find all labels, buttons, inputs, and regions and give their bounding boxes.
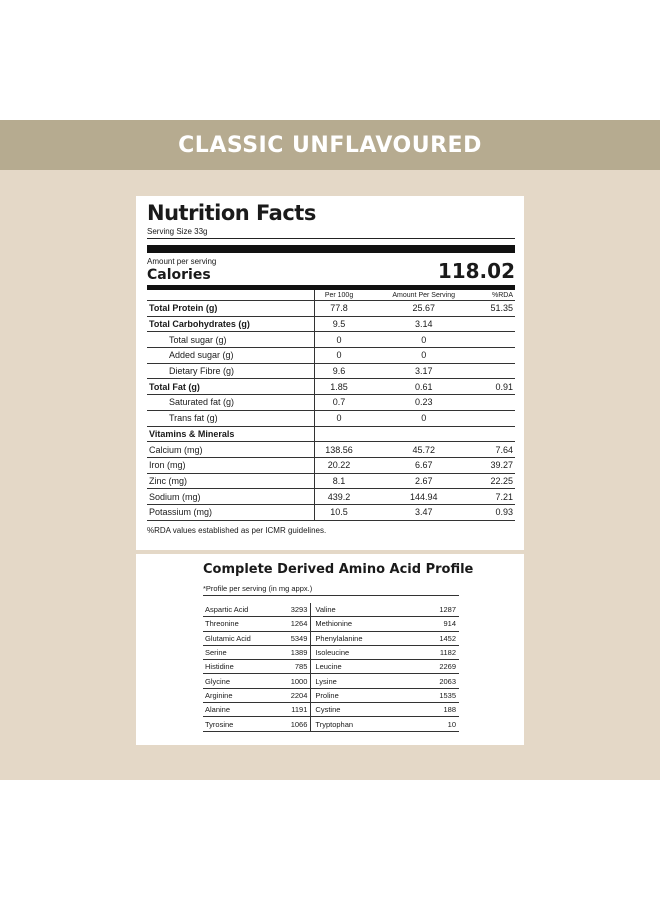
table-row bbox=[147, 473, 515, 489]
amino-value: 1287 bbox=[406, 603, 459, 617]
serving-value: 3.14 bbox=[363, 316, 484, 332]
per-100g-value: 9.5 bbox=[314, 316, 363, 332]
amino-value: 188 bbox=[406, 703, 459, 717]
amino-title: Complete Derived Amino Acid Profile bbox=[203, 562, 474, 577]
amino-value: 2204 bbox=[267, 688, 311, 702]
amino-value: 785 bbox=[267, 660, 311, 674]
nutrient-name: Calcium (mg) bbox=[147, 442, 314, 458]
table-row bbox=[203, 603, 459, 617]
amino-name: Cystine bbox=[311, 703, 406, 717]
amino-table bbox=[203, 603, 459, 732]
banner-title: CLASSIC UNFLAVOURED bbox=[178, 132, 482, 158]
amino-name: Leucine bbox=[311, 660, 406, 674]
nutrient-name: Total Protein (g) bbox=[147, 301, 314, 317]
section-heading-vitamins-minerals: Vitamins & Minerals bbox=[147, 426, 314, 442]
table-row bbox=[147, 332, 515, 348]
table-row bbox=[203, 631, 459, 645]
amino-name: Glycine bbox=[203, 674, 267, 688]
nutrition-title: Nutrition Facts bbox=[147, 201, 316, 225]
serving-value: 0.61 bbox=[363, 379, 484, 395]
table-row bbox=[147, 489, 515, 505]
header-per-100g: Per 100g bbox=[314, 290, 363, 301]
amino-name: Arginine bbox=[203, 688, 267, 702]
rda-value: 0.93 bbox=[484, 504, 515, 520]
amino-name: Serine bbox=[203, 645, 267, 659]
amino-value: 1066 bbox=[267, 717, 311, 731]
amino-name: Tyrosine bbox=[203, 717, 267, 731]
serving-value: 0 bbox=[363, 332, 484, 348]
per-100g-value: 8.1 bbox=[314, 473, 363, 489]
amino-value: 1264 bbox=[267, 617, 311, 631]
rda-value bbox=[484, 332, 515, 348]
per-100g-value bbox=[314, 426, 363, 442]
per-100g-value: 138.56 bbox=[314, 442, 363, 458]
nutrient-name: Total sugar (g) bbox=[147, 332, 314, 348]
rda-value: 22.25 bbox=[484, 473, 515, 489]
amino-acid-card bbox=[136, 554, 524, 745]
table-row bbox=[203, 688, 459, 702]
amino-value: 1535 bbox=[406, 688, 459, 702]
nutrition-header-row bbox=[147, 290, 515, 301]
table-row bbox=[203, 617, 459, 631]
nutrient-name: Iron (mg) bbox=[147, 457, 314, 473]
rda-value: 7.21 bbox=[484, 489, 515, 505]
per-100g-value: 9.6 bbox=[314, 363, 363, 379]
table-row bbox=[147, 426, 515, 442]
table-row bbox=[203, 645, 459, 659]
nutrient-name: Total Carbohydrates (g) bbox=[147, 316, 314, 332]
amino-name: Threonine bbox=[203, 617, 267, 631]
serving-value: 0.23 bbox=[363, 395, 484, 411]
table-row bbox=[203, 660, 459, 674]
amino-value: 2269 bbox=[406, 660, 459, 674]
amino-value: 914 bbox=[406, 617, 459, 631]
amino-value: 1000 bbox=[267, 674, 311, 688]
nutrient-name: Trans fat (g) bbox=[147, 410, 314, 426]
amino-value: 1191 bbox=[267, 703, 311, 717]
thick-divider bbox=[147, 245, 515, 253]
header-amount-per-serving: Amount Per Serving bbox=[363, 290, 484, 301]
serving-value: 2.67 bbox=[363, 473, 484, 489]
table-row bbox=[147, 504, 515, 520]
calories-row bbox=[147, 253, 515, 283]
amount-per-serving-label: Amount per serving bbox=[147, 257, 217, 266]
nutrition-facts-card bbox=[136, 196, 524, 550]
amino-value: 3293 bbox=[267, 603, 311, 617]
table-row bbox=[147, 410, 515, 426]
per-100g-value: 1.85 bbox=[314, 379, 363, 395]
nutrient-name: Potassium (mg) bbox=[147, 504, 314, 520]
nutrition-table bbox=[147, 290, 515, 521]
rda-value bbox=[484, 316, 515, 332]
amino-name: Proline bbox=[311, 688, 406, 702]
serving-value bbox=[363, 426, 484, 442]
amino-name: Valine bbox=[311, 603, 406, 617]
table-row bbox=[147, 442, 515, 458]
rda-value bbox=[484, 410, 515, 426]
table-row bbox=[147, 379, 515, 395]
amino-subtitle: *Profile per serving (in mg appx.) bbox=[203, 584, 459, 596]
amino-value: 1182 bbox=[406, 645, 459, 659]
nutrient-name: Sodium (mg) bbox=[147, 489, 314, 505]
per-100g-value: 0.7 bbox=[314, 395, 363, 411]
serving-value: 45.72 bbox=[363, 442, 484, 458]
calories-label: Calories bbox=[147, 267, 211, 283]
amino-value: 1389 bbox=[267, 645, 311, 659]
serving-value: 25.67 bbox=[363, 301, 484, 317]
amino-name: Lysine bbox=[311, 674, 406, 688]
per-100g-value: 10.5 bbox=[314, 504, 363, 520]
rda-value: 39.27 bbox=[484, 457, 515, 473]
per-100g-value: 0 bbox=[314, 348, 363, 364]
per-100g-value: 439.2 bbox=[314, 489, 363, 505]
header-rda: %RDA bbox=[484, 290, 515, 301]
nutrient-name: Total Fat (g) bbox=[147, 379, 314, 395]
per-100g-value: 77.8 bbox=[314, 301, 363, 317]
serving-value: 0 bbox=[363, 410, 484, 426]
per-100g-value: 0 bbox=[314, 332, 363, 348]
serving-value: 3.17 bbox=[363, 363, 484, 379]
amino-name: Phenylalanine bbox=[311, 631, 406, 645]
banner bbox=[0, 120, 660, 170]
rda-footnote: %RDA values established as per ICMR guidelines. bbox=[147, 525, 327, 535]
nutrient-name: Saturated fat (g) bbox=[147, 395, 314, 411]
rda-value: 0.91 bbox=[484, 379, 515, 395]
table-row bbox=[147, 395, 515, 411]
amino-name: Glutamic Acid bbox=[203, 631, 267, 645]
rda-value bbox=[484, 363, 515, 379]
per-100g-value: 0 bbox=[314, 410, 363, 426]
amino-value: 5349 bbox=[267, 631, 311, 645]
serving-value: 0 bbox=[363, 348, 484, 364]
serving-size: Serving Size 33g bbox=[147, 227, 515, 239]
header-nutrient bbox=[147, 290, 314, 301]
nutrient-name: Zinc (mg) bbox=[147, 473, 314, 489]
amino-value: 2063 bbox=[406, 674, 459, 688]
rda-value: 7.64 bbox=[484, 442, 515, 458]
table-row bbox=[203, 674, 459, 688]
amino-value: 1452 bbox=[406, 631, 459, 645]
nutrient-name: Dietary Fibre (g) bbox=[147, 363, 314, 379]
table-row bbox=[147, 363, 515, 379]
amino-name: Aspartic Acid bbox=[203, 603, 267, 617]
table-row bbox=[147, 316, 515, 332]
table-row bbox=[147, 301, 515, 317]
nutrient-name: Added sugar (g) bbox=[147, 348, 314, 364]
per-100g-value: 20.22 bbox=[314, 457, 363, 473]
table-row bbox=[203, 703, 459, 717]
serving-value: 144.94 bbox=[363, 489, 484, 505]
rda-value: 51.35 bbox=[484, 301, 515, 317]
amino-name: Methionine bbox=[311, 617, 406, 631]
serving-value: 6.67 bbox=[363, 457, 484, 473]
rda-value bbox=[484, 348, 515, 364]
rda-value bbox=[484, 426, 515, 442]
amino-name: Isoleucine bbox=[311, 645, 406, 659]
amino-name: Alanine bbox=[203, 703, 267, 717]
calories-value: 118.02 bbox=[437, 259, 515, 283]
table-row bbox=[147, 457, 515, 473]
amino-value: 10 bbox=[406, 717, 459, 731]
serving-value: 3.47 bbox=[363, 504, 484, 520]
table-row bbox=[147, 348, 515, 364]
rda-value bbox=[484, 395, 515, 411]
amino-name: Tryptophan bbox=[311, 717, 406, 731]
table-row bbox=[203, 717, 459, 731]
amino-name: Histidine bbox=[203, 660, 267, 674]
